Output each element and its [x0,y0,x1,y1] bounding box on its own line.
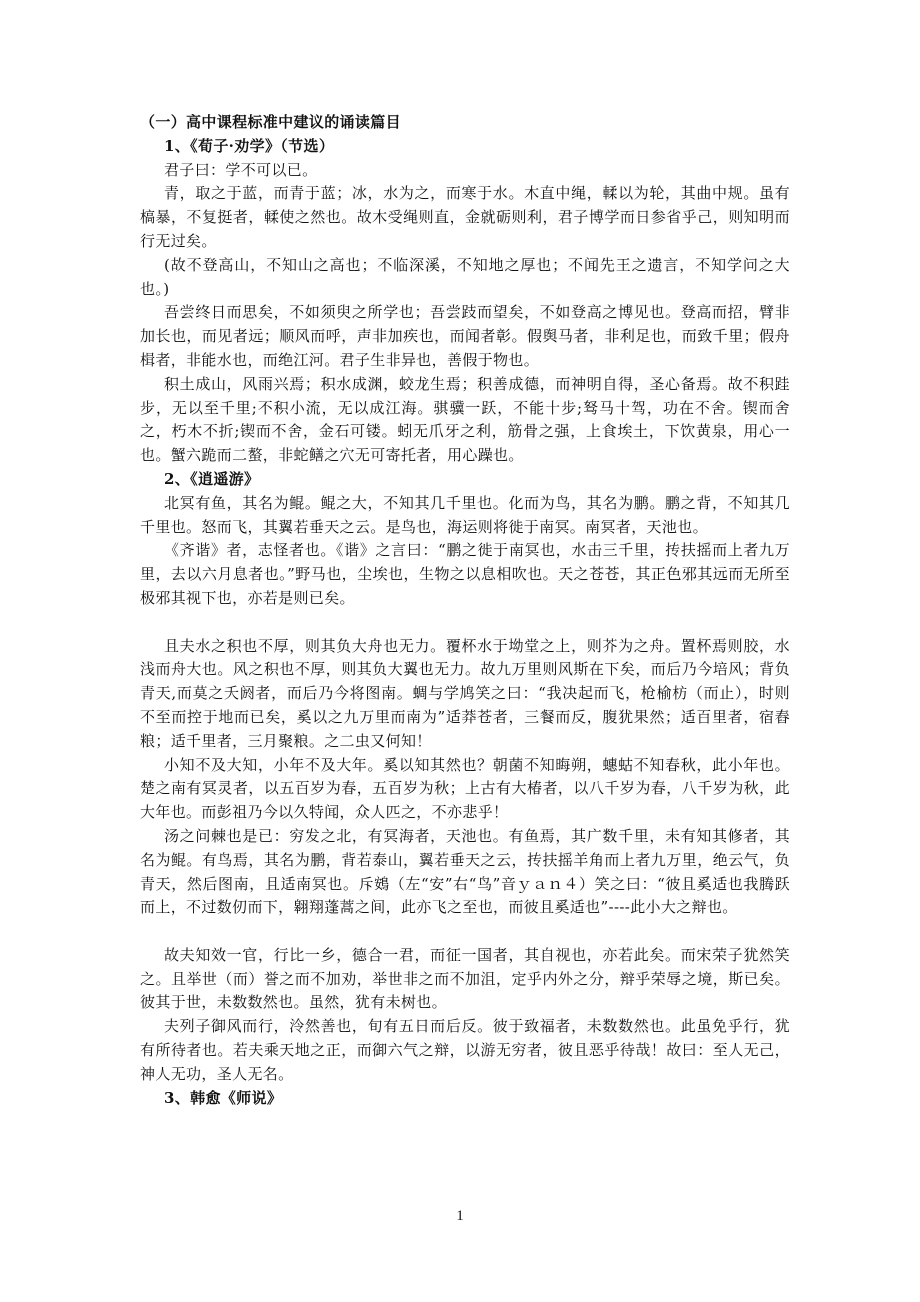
paragraph: 积土成山，风雨兴焉；积水成渊，蛟龙生焉；积善成德，而神明自得，圣心备焉。故不积跬步，无以至千里;不积小流，无以成江海。骐骥一跃，不能十步;驽马十驾，功在不舍。锲而舍之，朽木不折;锲而不舍，金石可镂。蚓无爪牙之利，筋骨之强，上食埃土，下饮黄泉，用心一也。蟹六跪而二螯，非蛇鳝之穴无可寄托者，用心躁也。 [140,374,790,465]
document-body [140,111,790,1110]
paragraph: 夫列子御风而行，泠然善也，旬有五日而后反。彼于致福者，未数数然也。此虽免乎行，犹有所待者也。若夫乘天地之正，而御六气之辩，以游无穷者，彼且恶乎待哉！故曰：至人无己，神人无功，圣人无名。 [140,1017,790,1083]
paragraph: 汤之问棘也是已：穷发之北，有冥海者，天池也。有鱼焉，其广数千里，未有知其修者，其名为鲲。有鸟焉，其名为鹏，背若泰山，翼若垂天之云，抟扶摇羊角而上者九万里，绝云气，负青天，然后图南，且适南冥也。斥鴳（左“安”右“鸟”音ｙａｎ４）笑之曰：“彼且奚适也我腾跃而上，不过数仞而下，翱翔蓬蒿之间，此亦飞之至也，而彼且奚适也”----此小大之辩也。 [140,826,790,917]
paragraph: 且夫水之积也不厚，则其负大舟也无力。覆杯水于坳堂之上，则芥为之舟。置杯焉则胶，水浅而舟大也。风之积也不厚，则其负大翼也无力。故九万里则风斯在下矣，而后乃今培风；背负青天,而莫之夭阏者，而后乃今将图南。蜩与学鸠笑之曰：“我决起而飞，枪榆枋（而止），时则不至而控于地而已矣，奚以之九万里而南为”适莽苍者，三餐而反，腹犹果然；适百里者，宿舂粮；适千里者，三月聚粮。之二虫又何知！ [140,636,790,750]
document-heading: （一）高中课程标准中建议的诵读篇目 [140,113,401,131]
paragraph: 《齐谐》者，志怪者也。《谐》之言曰：“鹏之徙于南冥也，水击三千里，抟扶摇而上者九万里，去以六月息者也。”野马也，尘埃也，生物之以息相吹也。天之苍苍，其正色邪其远而无所至极邪其视下也，亦若是则已矣。 [140,541,790,607]
paragraph: 君子曰：学不可以已。 [164,160,318,179]
paragraph: 吾尝终日而思矣，不如须臾之所学也；吾尝跂而望矣，不如登高之博见也。登高而招，臂非加长也，而见者远；顺风而呼，声非加疾也，而闻者彰。假舆马者，非利足也，而致千里；假舟楫者，非能水也，而绝江河。君子生非异也，善假于物也。 [140,303,790,369]
paragraph: 故夫知效一官，行比一乡，德合一君，而征一国者，其自视也，亦若此矣。而宋荣子犹然笑之。且举世（而）誉之而不加劝，举世非之而不加沮，定乎内外之分，辩乎荣辱之境，斯已矣。彼其于世，未数数然也。虽然，犹有未树也。 [140,945,790,1012]
paragraph: 北冥有鱼，其名为鲲。鲲之大，不知其几千里也。化而为鸟，其名为鹏。鹏之背，不知其几千里也。怒而飞，其翼若垂天之云。是鸟也，海运则将徙于南冥。南冥者，天池也。 [140,493,790,536]
paragraph: (故不登高山，不知山之高也；不临深溪，不知地之厚也；不闻先王之遗言，不知学问之大也。) [140,255,790,298]
section-title: 2、《逍遥游》 [164,469,260,488]
section-title: 3、韩愈《师说》 [164,1088,283,1107]
paragraph: 青，取之于蓝，而青于蓝；冰，水为之，而寒于水。木直中绳，輮以为轮，其曲中规。虽有槁暴，不复挺者，輮使之然也。故木受绳则直，金就砺则利，君子博学而日参省乎己，则知明而行无过矣。 [140,184,790,250]
blank-line [140,920,790,944]
section-title: 1、《荀子·劝学》（节选） [164,136,335,155]
paragraph: 小知不及大知，小年不及大年。奚以知其然也？朝菌不知晦朔，蟪蛄不知春秋，此小年也。楚之南有冥灵者，以五百岁为春，五百岁为秋；上古有大椿者，以八千岁为春，八千岁为秋，此大年也。而彭祖乃今以久特闻，众人匹之，不亦悲乎！ [140,755,790,822]
page-number: 1 [456,1208,464,1224]
blank-line [140,611,790,635]
